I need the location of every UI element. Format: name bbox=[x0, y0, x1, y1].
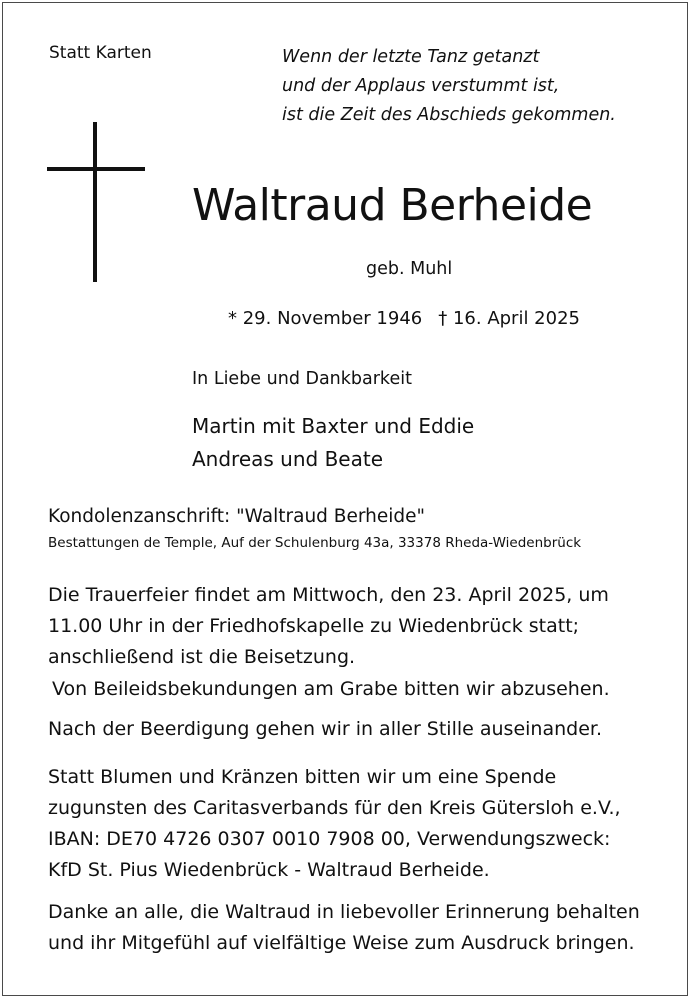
death-date: † 16. April 2025 bbox=[438, 308, 580, 329]
paragraph-line: 11.00 Uhr in der Friedhofskapelle zu Wiedenbrück statt; bbox=[48, 615, 580, 637]
paragraph-line: IBAN: DE70 4726 0307 0010 7908 00, Verwendungszweck: bbox=[48, 828, 611, 850]
cross-icon bbox=[47, 122, 145, 282]
deceased-name: Waltraud Berheide bbox=[192, 180, 593, 231]
poem-line: ist die Zeit des Abschieds gekommen. bbox=[282, 105, 616, 125]
paragraph-line: und ihr Mitgefühl auf vielfältige Weise zum Ausdruck bringen. bbox=[48, 932, 635, 954]
birth-date: * 29. November 1946 bbox=[228, 308, 423, 329]
mourners-intro: In Liebe und Dankbarkeit bbox=[192, 369, 412, 389]
poem-line: Wenn der letzte Tanz getanzt bbox=[282, 47, 540, 67]
life-dates bbox=[228, 308, 580, 329]
condolence-address: Bestattungen de Temple, Auf der Schulenburg 43a, 33378 Rheda-Wiedenbrück bbox=[48, 535, 582, 551]
statt-karten-label: Statt Karten bbox=[49, 43, 152, 63]
mourner-line: Andreas und Beate bbox=[192, 447, 384, 471]
after-burial-note: Nach der Beerdigung gehen wir in aller Stille auseinander. bbox=[48, 718, 603, 740]
birth-name: geb. Muhl bbox=[366, 259, 453, 279]
condolence-title: Kondolenzanschrift: "Waltraud Berheide" bbox=[48, 506, 426, 527]
mourner-line: Martin mit Baxter und Eddie bbox=[192, 414, 475, 438]
paragraph-line: Die Trauerfeier findet am Mittwoch, den 23. April 2025, um bbox=[48, 584, 609, 606]
thanks-paragraph bbox=[48, 897, 640, 959]
mourners-names bbox=[192, 410, 474, 476]
funeral-paragraph bbox=[48, 580, 609, 673]
condolences-note: Von Beileidsbekundungen am Grabe bitten wir abzusehen. bbox=[52, 678, 610, 700]
paragraph-line: zugunsten des Caritasverbands für den Kreis Gütersloh e.V., bbox=[48, 797, 621, 819]
paragraph-line: Danke an alle, die Waltraud in liebevoller Erinnerung behalten bbox=[48, 901, 640, 923]
donation-paragraph bbox=[48, 762, 621, 886]
paragraph-line: Statt Blumen und Kränzen bitten wir um eine Spende bbox=[48, 766, 557, 788]
paragraph-line: anschließend ist die Beisetzung. bbox=[48, 646, 356, 668]
paragraph-line: KfD St. Pius Wiedenbrück - Waltraud Berheide. bbox=[48, 859, 490, 881]
poem bbox=[282, 43, 616, 130]
poem-line: und der Applaus verstummt ist, bbox=[282, 76, 560, 96]
